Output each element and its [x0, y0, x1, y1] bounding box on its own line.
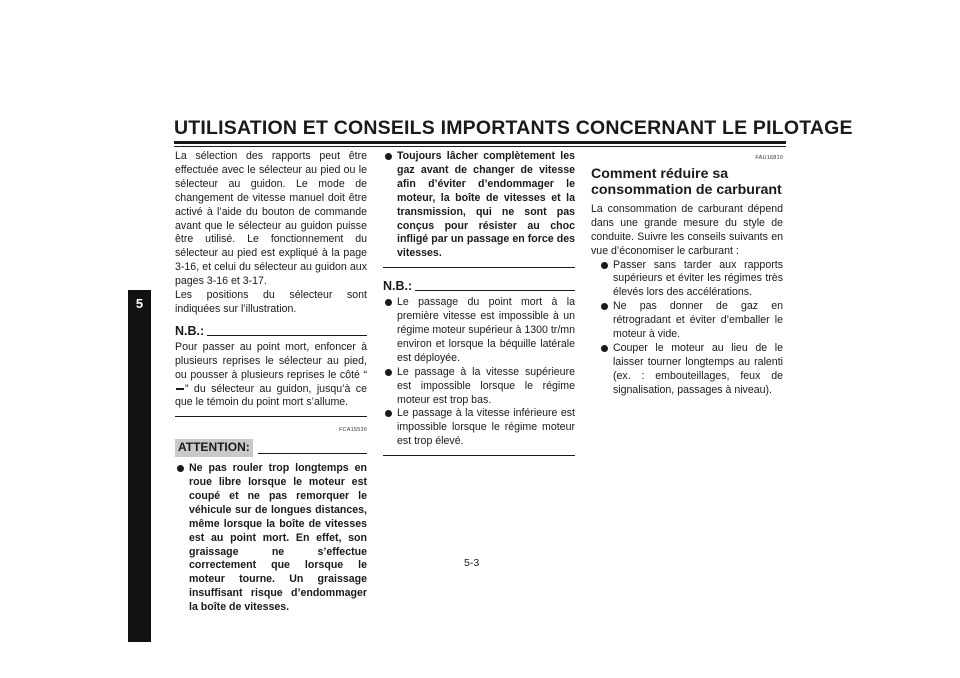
chapter-tab: [128, 290, 151, 642]
paragraph-gear-selection: La sélection des rapports peut être effectuée avec le sélecteur au pied ou le sélecteur au guidon. Le mode de changement de vitesse manuel doit être activé à l’aide du bouton de commande avant que le sélecteur au guidon puisse être utilisé. Le fonctionnement du sélecteur au pied est expliqué à la page 3-16, et celui du sélecteur au guidon aux pages 3-16 et 3-17.: [175, 150, 367, 288]
attention-label: ATTENTION:: [175, 439, 253, 457]
nb-text-part2: ” du sélecteur au guidon, jusqu’à ce que le témoin du point mort s’allume.: [175, 382, 367, 409]
nb-rule: [207, 335, 367, 336]
title-rule: [174, 141, 786, 144]
bullet-icon: [385, 410, 392, 417]
minus-symbol-icon: [176, 388, 184, 390]
column-2: [383, 150, 575, 456]
nb-end-rule: [383, 455, 575, 456]
tips-list: [591, 259, 783, 398]
list-item: Passer sans tarder aux rapports supérieurs et éviter les régimes très élevés lors des accélérations.: [599, 259, 783, 301]
column-3: [591, 150, 783, 398]
bullet-icon: [601, 262, 608, 269]
list-item: Le passage à la vitesse inférieure est impossible lorsque le régime moteur est trop élevé.: [383, 407, 575, 449]
attention-end-rule: [383, 267, 575, 268]
list-item: Ne pas rouler trop longtemps en roue libre lorsque le moteur est coupé et ne pas remorquer le véhicule sur de longues distances, même lorsque la boîte de vitesses est au point mort. En effet, son graissage ne s’effectue correctement que lorsque le moteur tourne. Un graissage insuffisant risque d’endommager la boîte de vitesses.: [175, 462, 367, 615]
nb-end-rule: [175, 416, 367, 417]
nb-label: N.B.:: [383, 279, 413, 294]
list-item: Le passage du point mort à la première vitesse est impossible à un régime moteur supérieur à 1300 tr/mn environ et lorsque la béquille latérale est déployée.: [383, 296, 575, 366]
chapter-number: 5: [135, 296, 144, 311]
nb-heading: [175, 325, 367, 339]
section-code: FAU16810: [755, 155, 783, 161]
nb-neutral-text: [175, 341, 367, 411]
section-title: Comment réduire sa consommation de carburant: [591, 165, 782, 199]
bullet-icon: [385, 369, 392, 376]
column-1: [175, 150, 367, 615]
nb-label: N.B.:: [175, 323, 205, 338]
nb-text-part1: Pour passer au point mort, enfoncer à plusieurs reprises le sélecteur au pied, ou pousser à plusieurs reprises le côté “: [175, 340, 367, 381]
paragraph-positions: Les positions du sélecteur sont indiquées sur l’illustration.: [175, 289, 367, 315]
nb-heading: [383, 280, 575, 294]
bullet-icon: [601, 303, 608, 310]
attention-code: FCA15530: [339, 427, 367, 434]
page-number: 5-3: [464, 557, 480, 569]
bullet-icon: [177, 465, 184, 472]
bullet-icon: [385, 299, 392, 306]
list-item: Toujours lâcher complètement les gaz avant de changer de vitesse afin d’éviter d’endommager le moteur, la boîte de vitesses et la transmission, qui ne sont pas conçus pour résister au choc infligé par un passage en force des vitesses.: [383, 150, 575, 261]
bullet-icon: [385, 153, 392, 160]
attention-list: [175, 462, 367, 615]
page-title: UTILISATION ET CONSEILS IMPORTANTS CONCERNANT LE PILOTAGE: [174, 117, 853, 139]
attention-list-continued: [383, 150, 575, 261]
section-intro: La consommation de carburant dépend dans une grande mesure du style de conduite. Suivre les conseils suivants en vue d’économiser le carburant :: [591, 202, 783, 257]
bullet-icon: [601, 345, 608, 352]
nb-rule: [415, 290, 575, 291]
list-item: Le passage à la vitesse supérieure est impossible lorsque le régime moteur est trop bas.: [383, 366, 575, 408]
title-rule-thin: [174, 146, 786, 147]
attention-heading: [175, 439, 367, 457]
attention-rule: [258, 453, 367, 454]
nb-list: [383, 296, 575, 449]
list-item: Couper le moteur au lieu de le laisser tourner longtemps au ralenti (ex. : embouteillages, feux de signalisation, passages à niveau).: [599, 342, 783, 398]
list-item: Ne pas donner de gaz en rétrogradant et éviter d’emballer le moteur à vide.: [599, 300, 783, 342]
